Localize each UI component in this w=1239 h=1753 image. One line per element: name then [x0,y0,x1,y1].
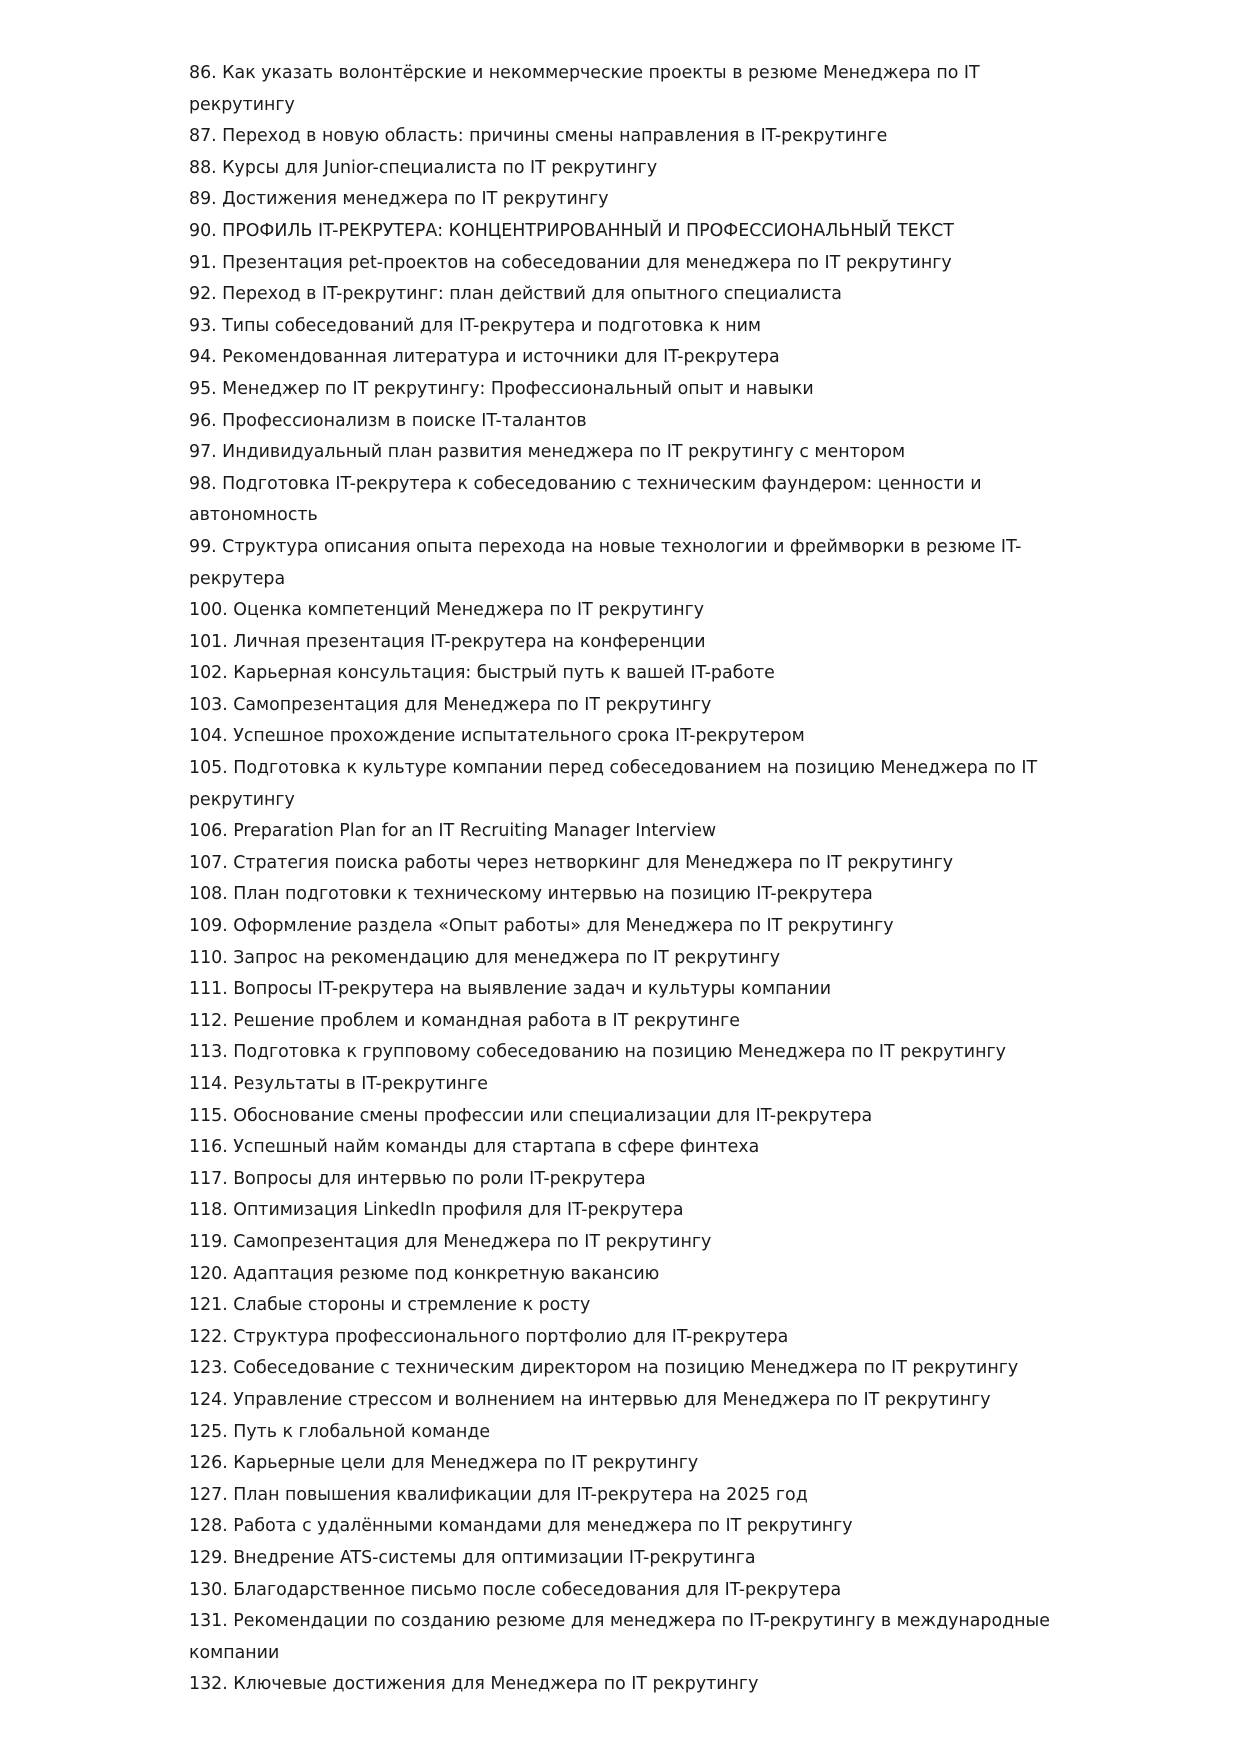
toc-item: 94. Рекомендованная литература и источники для IT-рекрутера [189,347,780,368]
toc-item: 115. Обоснование смены профессии или специализации для IT-рекрутера [189,1105,873,1126]
toc-item: 117. Вопросы для интервью по роли IT-рекрутера [189,1168,646,1189]
toc-item: 105. Подготовка к культуре компании перед собеседованием на позицию Менеджера по IT рекрутингу [189,758,1038,810]
toc-item: 102. Карьерная консультация: быстрый путь к вашей IT-работе [189,663,775,684]
toc-item: 109. Оформление раздела «Опыт работы» для Менеджера по IT рекрутингу [189,916,894,937]
toc-item: 99. Структура описания опыта перехода на новые технологии и фреймворки в резюме IT-рекрутера [189,536,1022,589]
toc-item: 98. Подготовка IT-рекрутера к собеседованию с техническим фаундером: ценности и автономность [189,473,982,526]
toc-item: 127. План повышения квалификации для IT-рекрутера на 2025 год [189,1484,808,1505]
toc-item: 89. Достижения менеджера по IT рекрутингу [189,189,609,210]
toc-item: 93. Типы собеседований для IT-рекрутера и подготовка к ним [189,315,762,336]
toc-item: 95. Менеджер по IT рекрутингу: Профессиональный опыт и навыки [189,378,814,399]
toc-item: 119. Самопрезентация для Менеджера по IT рекрутингу [189,1231,712,1252]
toc-item: 128. Работа с удалёнными командами для менеджера по IT рекрутингу [189,1516,853,1537]
toc-item: 110. Запрос на рекомендацию для менеджера по IT рекрутингу [189,947,781,968]
document-page [189,58,1059,1701]
toc-item: 111. Вопросы IT-рекрутера на выявление задач и культуры компании [189,979,832,1000]
toc-item: 104. Успешное прохождение испытательного срока IT-рекрутером [189,726,805,747]
toc-item: 96. Профессионализм в поиске IT-талантов [189,410,587,431]
toc-item: 123. Собеседование с техническим директором на позицию Менеджера по IT рекрутингу [189,1358,1019,1379]
toc-item: 103. Самопрезентация для Менеджера по IT рекрутингу [189,694,712,715]
toc-item: 113. Подготовка к групповому собеседованию на позицию Менеджера по IT рекрутингу [189,1042,1006,1063]
toc-item: 122. Структура профессионального портфолио для IT-рекрутера [189,1326,789,1347]
toc-item: 116. Успешный найм команды для стартапа в сфере финтеха [189,1137,760,1158]
toc-item: 101. Личная презентация IT-рекрутера на конференции [189,631,706,652]
toc-item: 126. Карьерные цели для Менеджера по IT рекрутингу [189,1453,699,1474]
toc-item: 129. Внедрение ATS-системы для оптимизации IT-рекрутинга [189,1547,756,1568]
toc-item: 112. Решение проблем и командная работа в IT рекрутинге [189,1010,740,1031]
toc-item: 132. Ключевые достижения для Менеджера по IT рекрутингу [189,1674,759,1695]
toc-item: 108. План подготовки к техническому интервью на позицию IT-рекрутера [189,884,873,905]
toc-item: 91. Презентация pet-проектов на собеседовании для менеджера по IT рекрутингу [189,252,952,273]
toc-item: 124. Управление стрессом и волнением на интервью для Менеджера по IT рекрутингу [189,1389,991,1410]
toc-item: 125. Путь к глобальной команде [189,1421,491,1442]
toc-item: 97. Индивидуальный план развития менеджера по IT рекрутингу с ментором [189,442,906,463]
toc-item: 86. Как указать волонтёрские и некоммерческие проекты в резюме Менеджера по IT рекрутингу [189,63,980,115]
toc-item: 87. Переход в новую область: причины смены направления в IT-рекрутинге [189,126,888,147]
toc-item: 114. Результаты в IT-рекрутинге [189,1074,488,1094]
toc-item: 92. Переход в IT-рекрутинг: план действий для опытного специалиста [189,284,842,305]
toc-item: 121. Слабые стороны и стремление к росту [189,1295,591,1316]
toc-item: 88. Курсы для Junior-специалиста по IT рекрутингу [189,157,658,178]
toc-item: 107. Стратегия поиска работы через нетворкинг для Менеджера по IT рекрутингу [189,852,954,873]
toc-item: 106. Preparation Plan for an IT Recruiting Manager Interview [189,821,717,842]
toc-item: 90. ПРОФИЛЬ IT-РЕКРУТЕРА: КОНЦЕНТРИРОВАННЫЙ И ПРОФЕССИОНАЛЬНЫЙ ТЕКСТ [189,220,954,241]
toc-item: 131. Рекомендации по созданию резюме для менеджера по IT-рекрутингу в международные компании [189,1611,1050,1663]
toc-item: 120. Адаптация резюме под конкретную вакансию [189,1263,660,1284]
toc-item: 130. Благодарственное письмо после собеседования для IT-рекрутера [189,1579,842,1600]
toc-item: 118. Оптимизация LinkedIn профиля для IT-рекрутера [189,1200,684,1221]
toc-list [189,58,1059,1701]
toc-item: 100. Оценка компетенций Менеджера по IT рекрутингу [189,600,705,621]
